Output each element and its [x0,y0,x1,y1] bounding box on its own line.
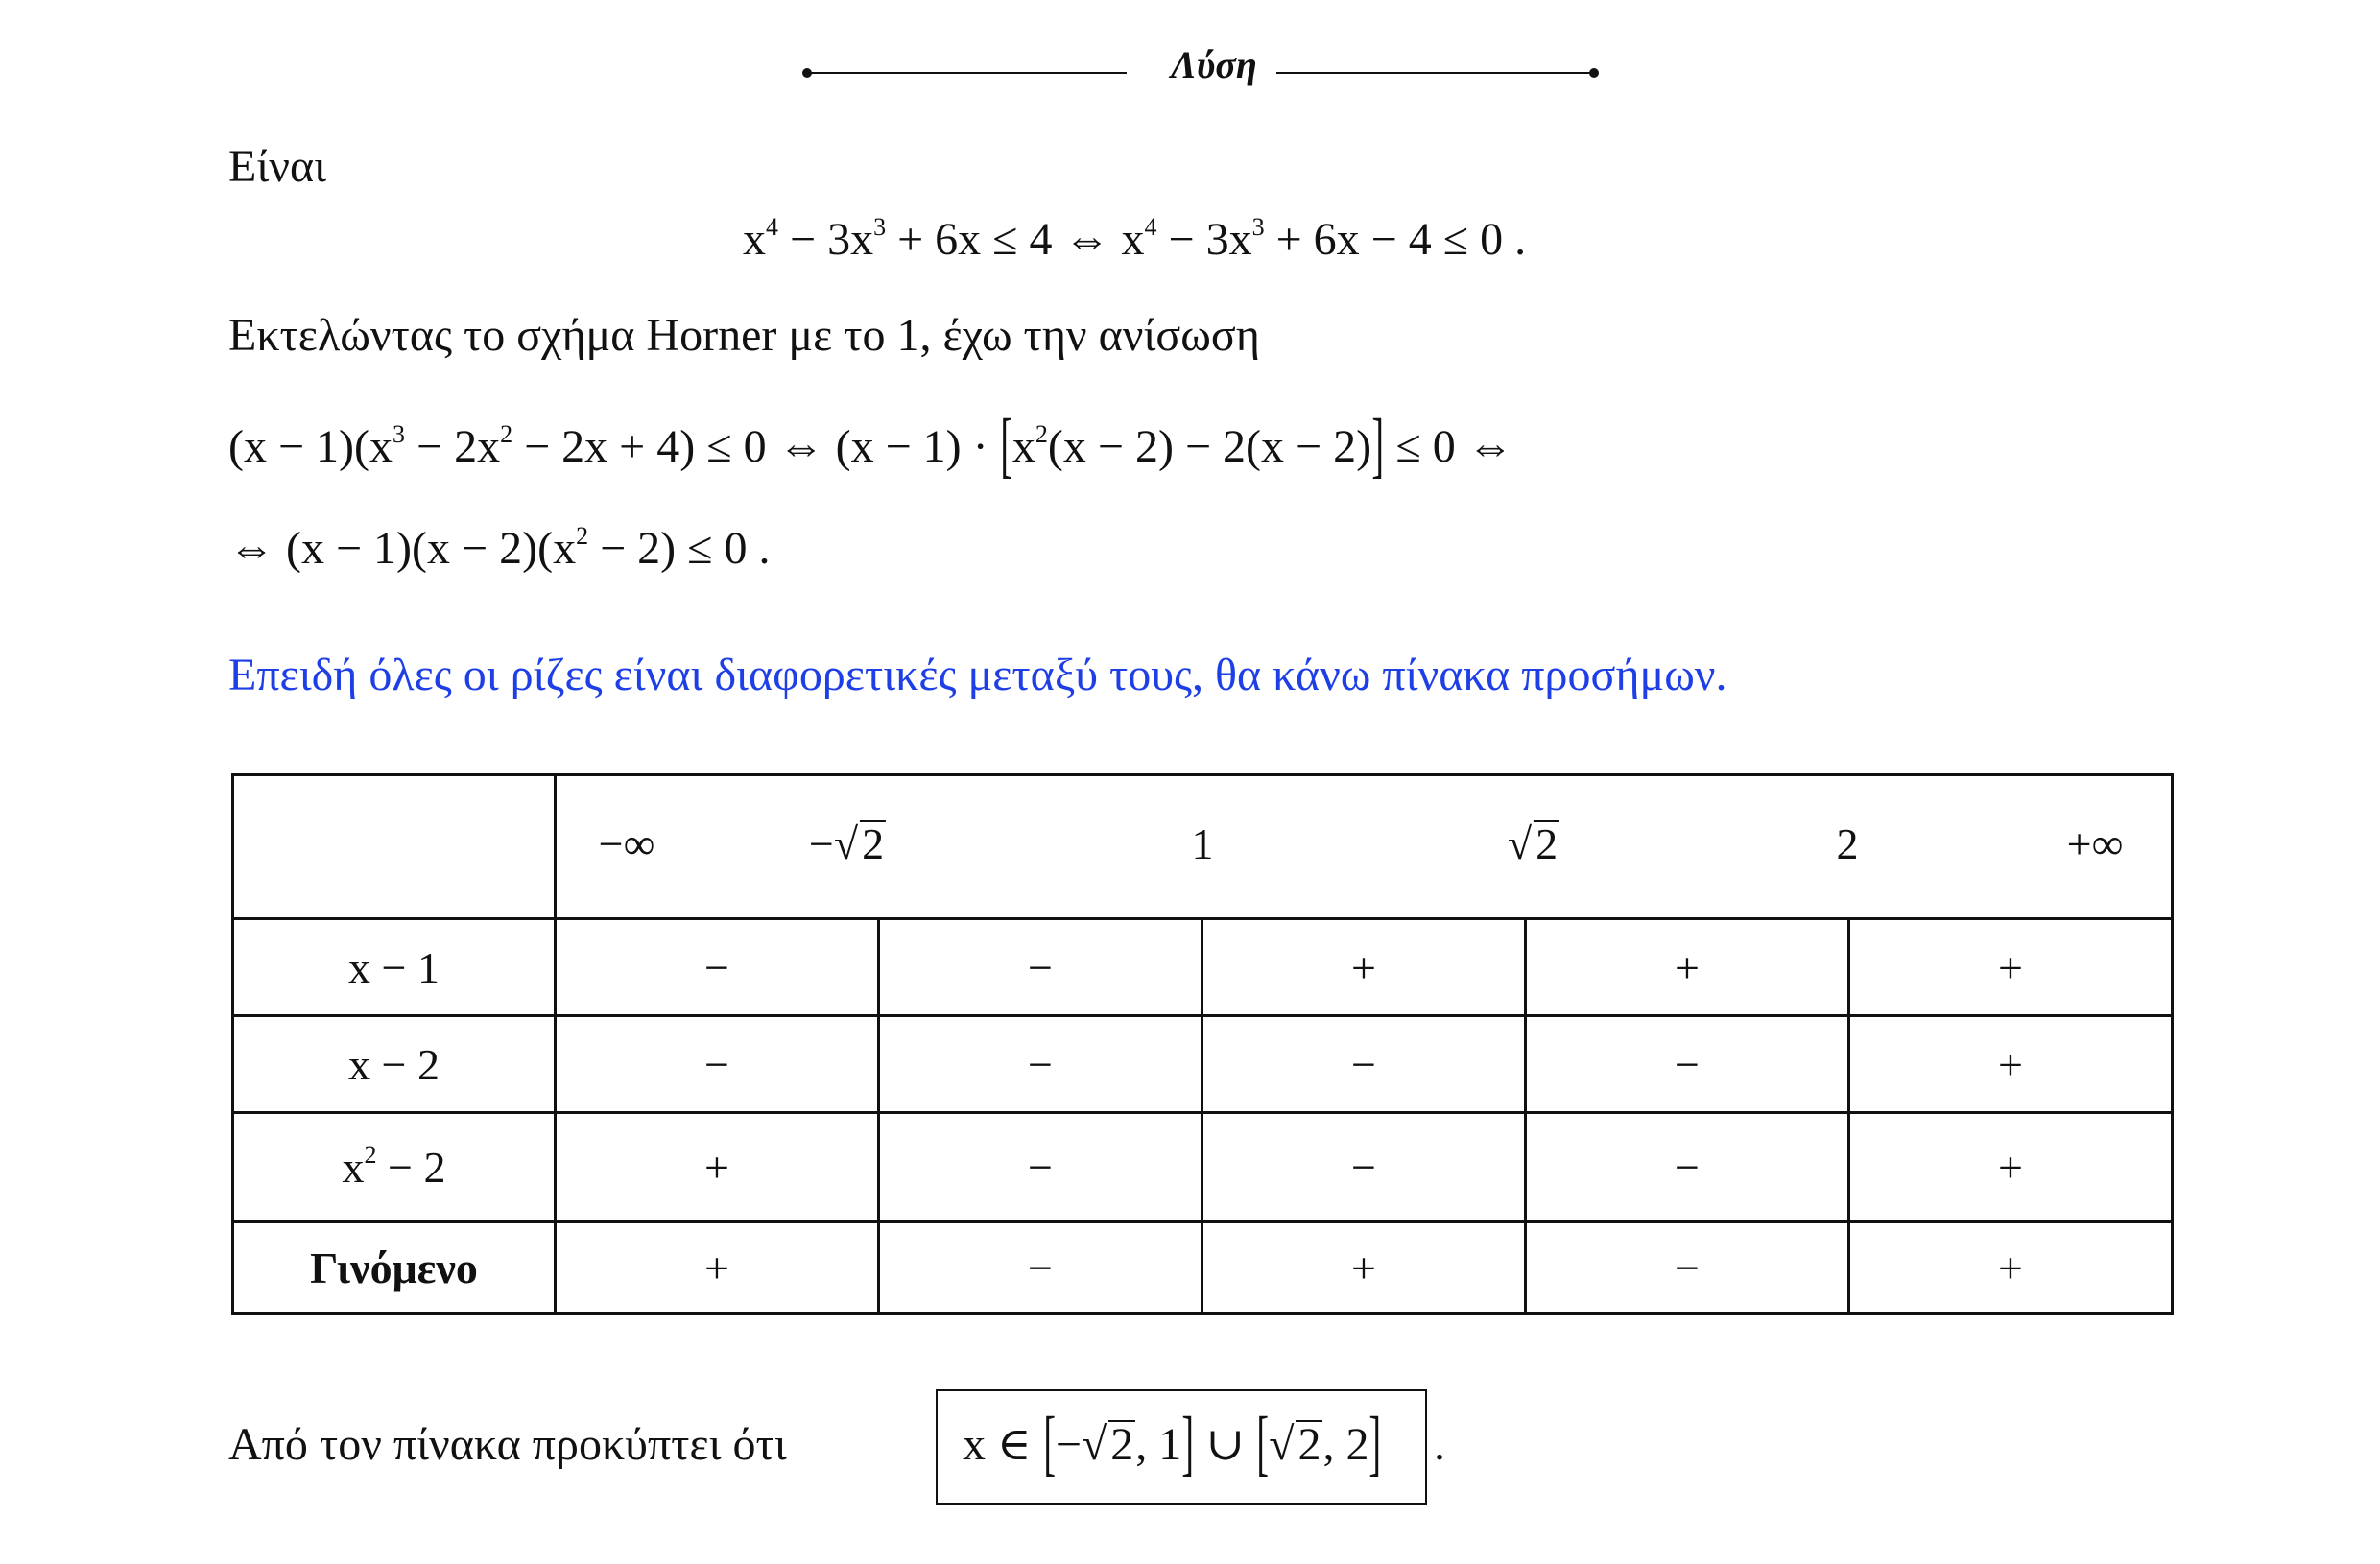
final-period: . [1434,1419,1445,1470]
root-neg-sqrt2: −√2 [808,819,885,868]
equation-2: $(x - 1)(x^3 - 2x^2 - 2x + 4) \le 0$ ⇔ $(x - 1) \cdot [x^2(x - 2) - 2(x - 2)] \le 0$ ⇔ [228,405,1513,486]
sign-cell: + [1849,1222,2173,1314]
sign-cell: − [879,1222,1202,1314]
sign-cell: + [556,1222,879,1314]
table-row [233,1222,2173,1314]
sign-cell: − [879,1113,1202,1222]
solution-title: Λύση [1171,43,1257,86]
title-right-rule [1276,72,1593,74]
root-one: 1 [1191,819,1214,868]
sign-cell: − [879,1016,1202,1113]
equation-1-lhs: $x^4 - 3x^3 + 6x \le 4$ [743,213,1053,265]
root-pos-infinity: +∞ [2066,819,2124,868]
sign-cell: − [879,919,1202,1016]
sign-table [231,773,2174,1315]
sign-cell: − [556,919,879,1016]
row-label-product: Γινόμενο [233,1222,556,1314]
row-label: x − 1 [233,919,556,1016]
equation-3: ⇔ $(x - 1)(x - 2)(x^2 - 2) \le 0$ . [228,522,771,574]
solution-title-bar [0,42,2380,100]
row-label: x − 2 [233,1016,556,1113]
sign-cell: + [1202,919,1526,1016]
sign-table-roots-cell [556,775,2173,919]
sign-cell: + [1849,919,2173,1016]
answer-expression: x ∈ [−√2, 1] ∪ [√2, 2] [963,1403,1382,1483]
table-row [233,1113,2173,1222]
sign-cell: + [1849,1016,2173,1113]
horner-text: Εκτελώντας το σχήμα Horner με το 1, έχω την ανίσωση [228,310,1260,361]
equation-1 [743,213,1526,266]
sign-cell: + [1202,1222,1526,1314]
sign-cell: − [1526,1222,1849,1314]
sign-cell: − [1526,1016,1849,1113]
intro-text: Είναι [228,141,326,192]
root-two: 2 [1836,819,1859,868]
row-label: $x^2 - 2$ [233,1113,556,1222]
sign-table-note: Επειδή όλες οι ρίζες είναι διαφορετικές μεταξύ τους, θα κάνω πίνακα προσήμων. [228,650,1727,700]
sign-cell: − [1202,1016,1526,1113]
answer-box [936,1389,1427,1505]
sign-table-header-row [233,775,2173,919]
sign-cell: + [1849,1113,2173,1222]
sign-cell: + [556,1113,879,1222]
table-row [233,919,2173,1016]
sign-table-corner-cell [233,775,556,919]
sign-cell: − [556,1016,879,1113]
equation-1-iff: ⇔ [1063,214,1110,265]
table-row [233,1016,2173,1113]
title-right-dot [1589,68,1599,78]
sign-cell: + [1526,919,1849,1016]
root-sqrt2: √2 [1507,819,1559,868]
sign-cell: − [1202,1113,1526,1222]
sign-cell: − [1526,1113,1849,1222]
title-left-rule [806,72,1127,74]
equation-1-rhs: $x^4 - 3x^3 + 6x - 4 \le 0$ . [1121,213,1527,265]
root-neg-infinity: −∞ [598,819,655,868]
conclusion-text: Από τον πίνακα προκύπτει ότι [228,1419,787,1470]
